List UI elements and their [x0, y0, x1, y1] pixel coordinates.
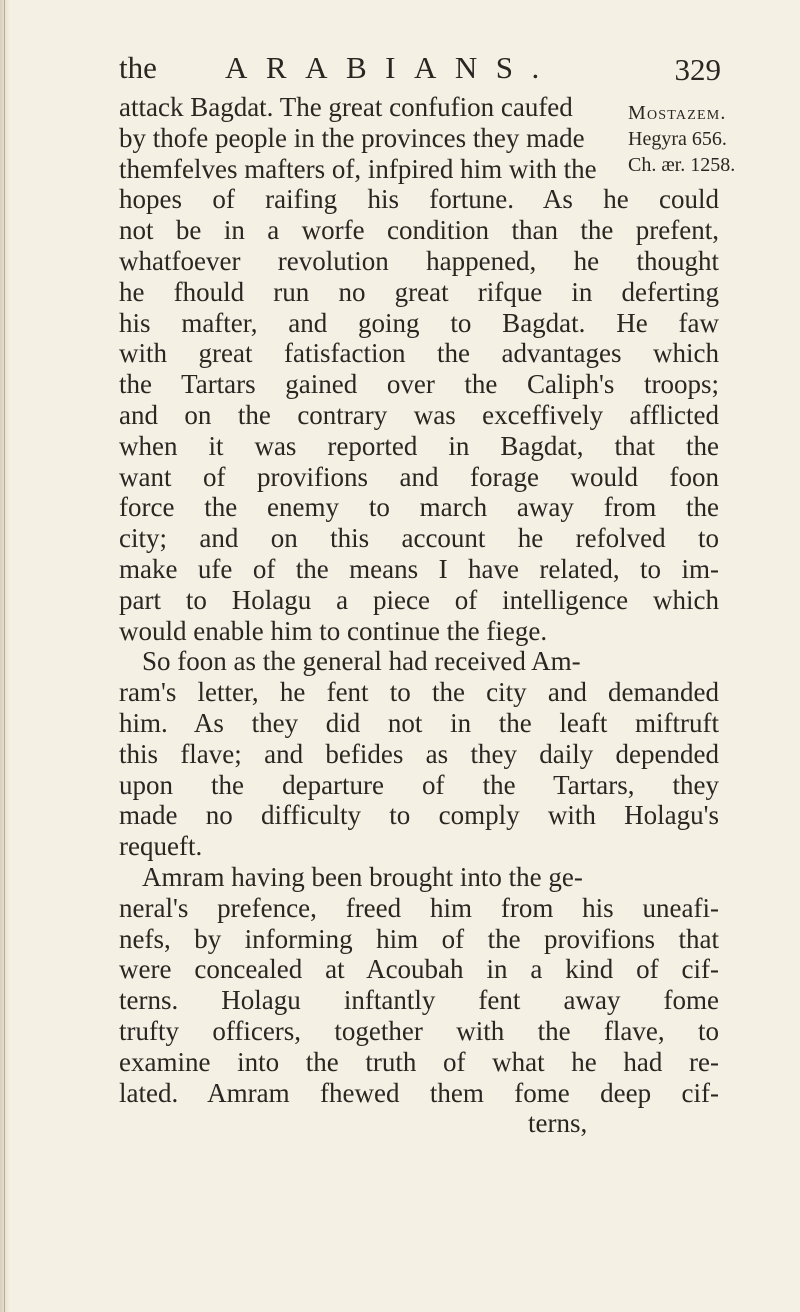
text-line: upon the departure of the Tartars, they: [119, 769, 719, 800]
text-line: part to Holagu a piece of intelligence which: [119, 584, 719, 615]
text-line: examine into the truth of what he had re-: [119, 1046, 719, 1077]
text-line: ram's letter, he fent to the city and demanded: [119, 677, 719, 708]
text-line: themfelves mafters of, infpired him with the: [119, 153, 597, 184]
text-line: nefs, by informing him of the provifions that: [119, 923, 719, 954]
text-line: hopes of raifing his fortune. As he could: [119, 184, 719, 215]
text-line: the Tartars gained over the Caliph's troops;: [119, 369, 719, 400]
text-line: made no difficulty to comply with Holagu's: [119, 800, 719, 831]
running-header: [119, 50, 721, 90]
text-line: lated. Amram fhewed them fome deep cif-: [119, 1077, 719, 1108]
text-line: city; and on this account he refolved to: [119, 523, 719, 554]
text-line: neral's prefence, freed him from his uneafi-: [119, 892, 719, 923]
text-line: attack Bagdat. The great confufion caufed: [119, 92, 573, 122]
text-line: whatfoever revolution happened, he thought: [119, 245, 719, 276]
text-line: requeft.: [119, 831, 203, 862]
catchword: terns,: [528, 1108, 588, 1139]
text-line: Amram having been brought into the ge-: [142, 861, 583, 892]
running-head-title: ARABIANS.: [225, 50, 558, 85]
text-line: not be in a worfe condition than the prefent,: [119, 215, 719, 246]
text-line: his mafter, and going to Bagdat. He faw: [119, 307, 719, 338]
margin-note-caliph: Mostazem.: [628, 102, 727, 124]
text-line: when it was reported in Bagdat, that the: [119, 430, 719, 461]
text-line: this flave; and befides as they daily depended: [119, 738, 719, 769]
margin-note-christian-era: Ch. ær. 1258.: [628, 154, 736, 176]
text-line: were concealed at Acoubah in a kind of cif-: [119, 954, 719, 985]
text-line: force the enemy to march away from the: [119, 492, 719, 523]
text-line: terns. Holagu inftantly fent away fome: [119, 985, 719, 1016]
text-line: want of provifions and forage would foon: [119, 461, 719, 492]
text-line: and on the contrary was exceffively afflicted: [119, 399, 719, 430]
page-number: 329: [674, 52, 721, 87]
running-head-article: the: [119, 50, 157, 85]
text-line: trufty officers, together with the flave, to: [119, 1015, 719, 1046]
book-gutter-edge: [0, 0, 10, 1312]
text-line: him. As they did not in the leaft miftruft: [119, 707, 719, 738]
margin-note-hegyra: Hegyra 656.: [628, 128, 727, 150]
text-line: So foon as the general had received Am-: [142, 646, 581, 677]
text-line: he fhould run no great rifque in deferting: [119, 276, 719, 307]
body-text: [119, 92, 719, 1139]
text-line: with great fatisfaction the advantages which: [119, 338, 719, 369]
text-line: make ufe of the means I have related, to im-: [119, 553, 719, 584]
text-line: would enable him to continue the fiege.: [119, 615, 548, 646]
text-line: by thofe people in the provinces they made: [119, 122, 585, 153]
